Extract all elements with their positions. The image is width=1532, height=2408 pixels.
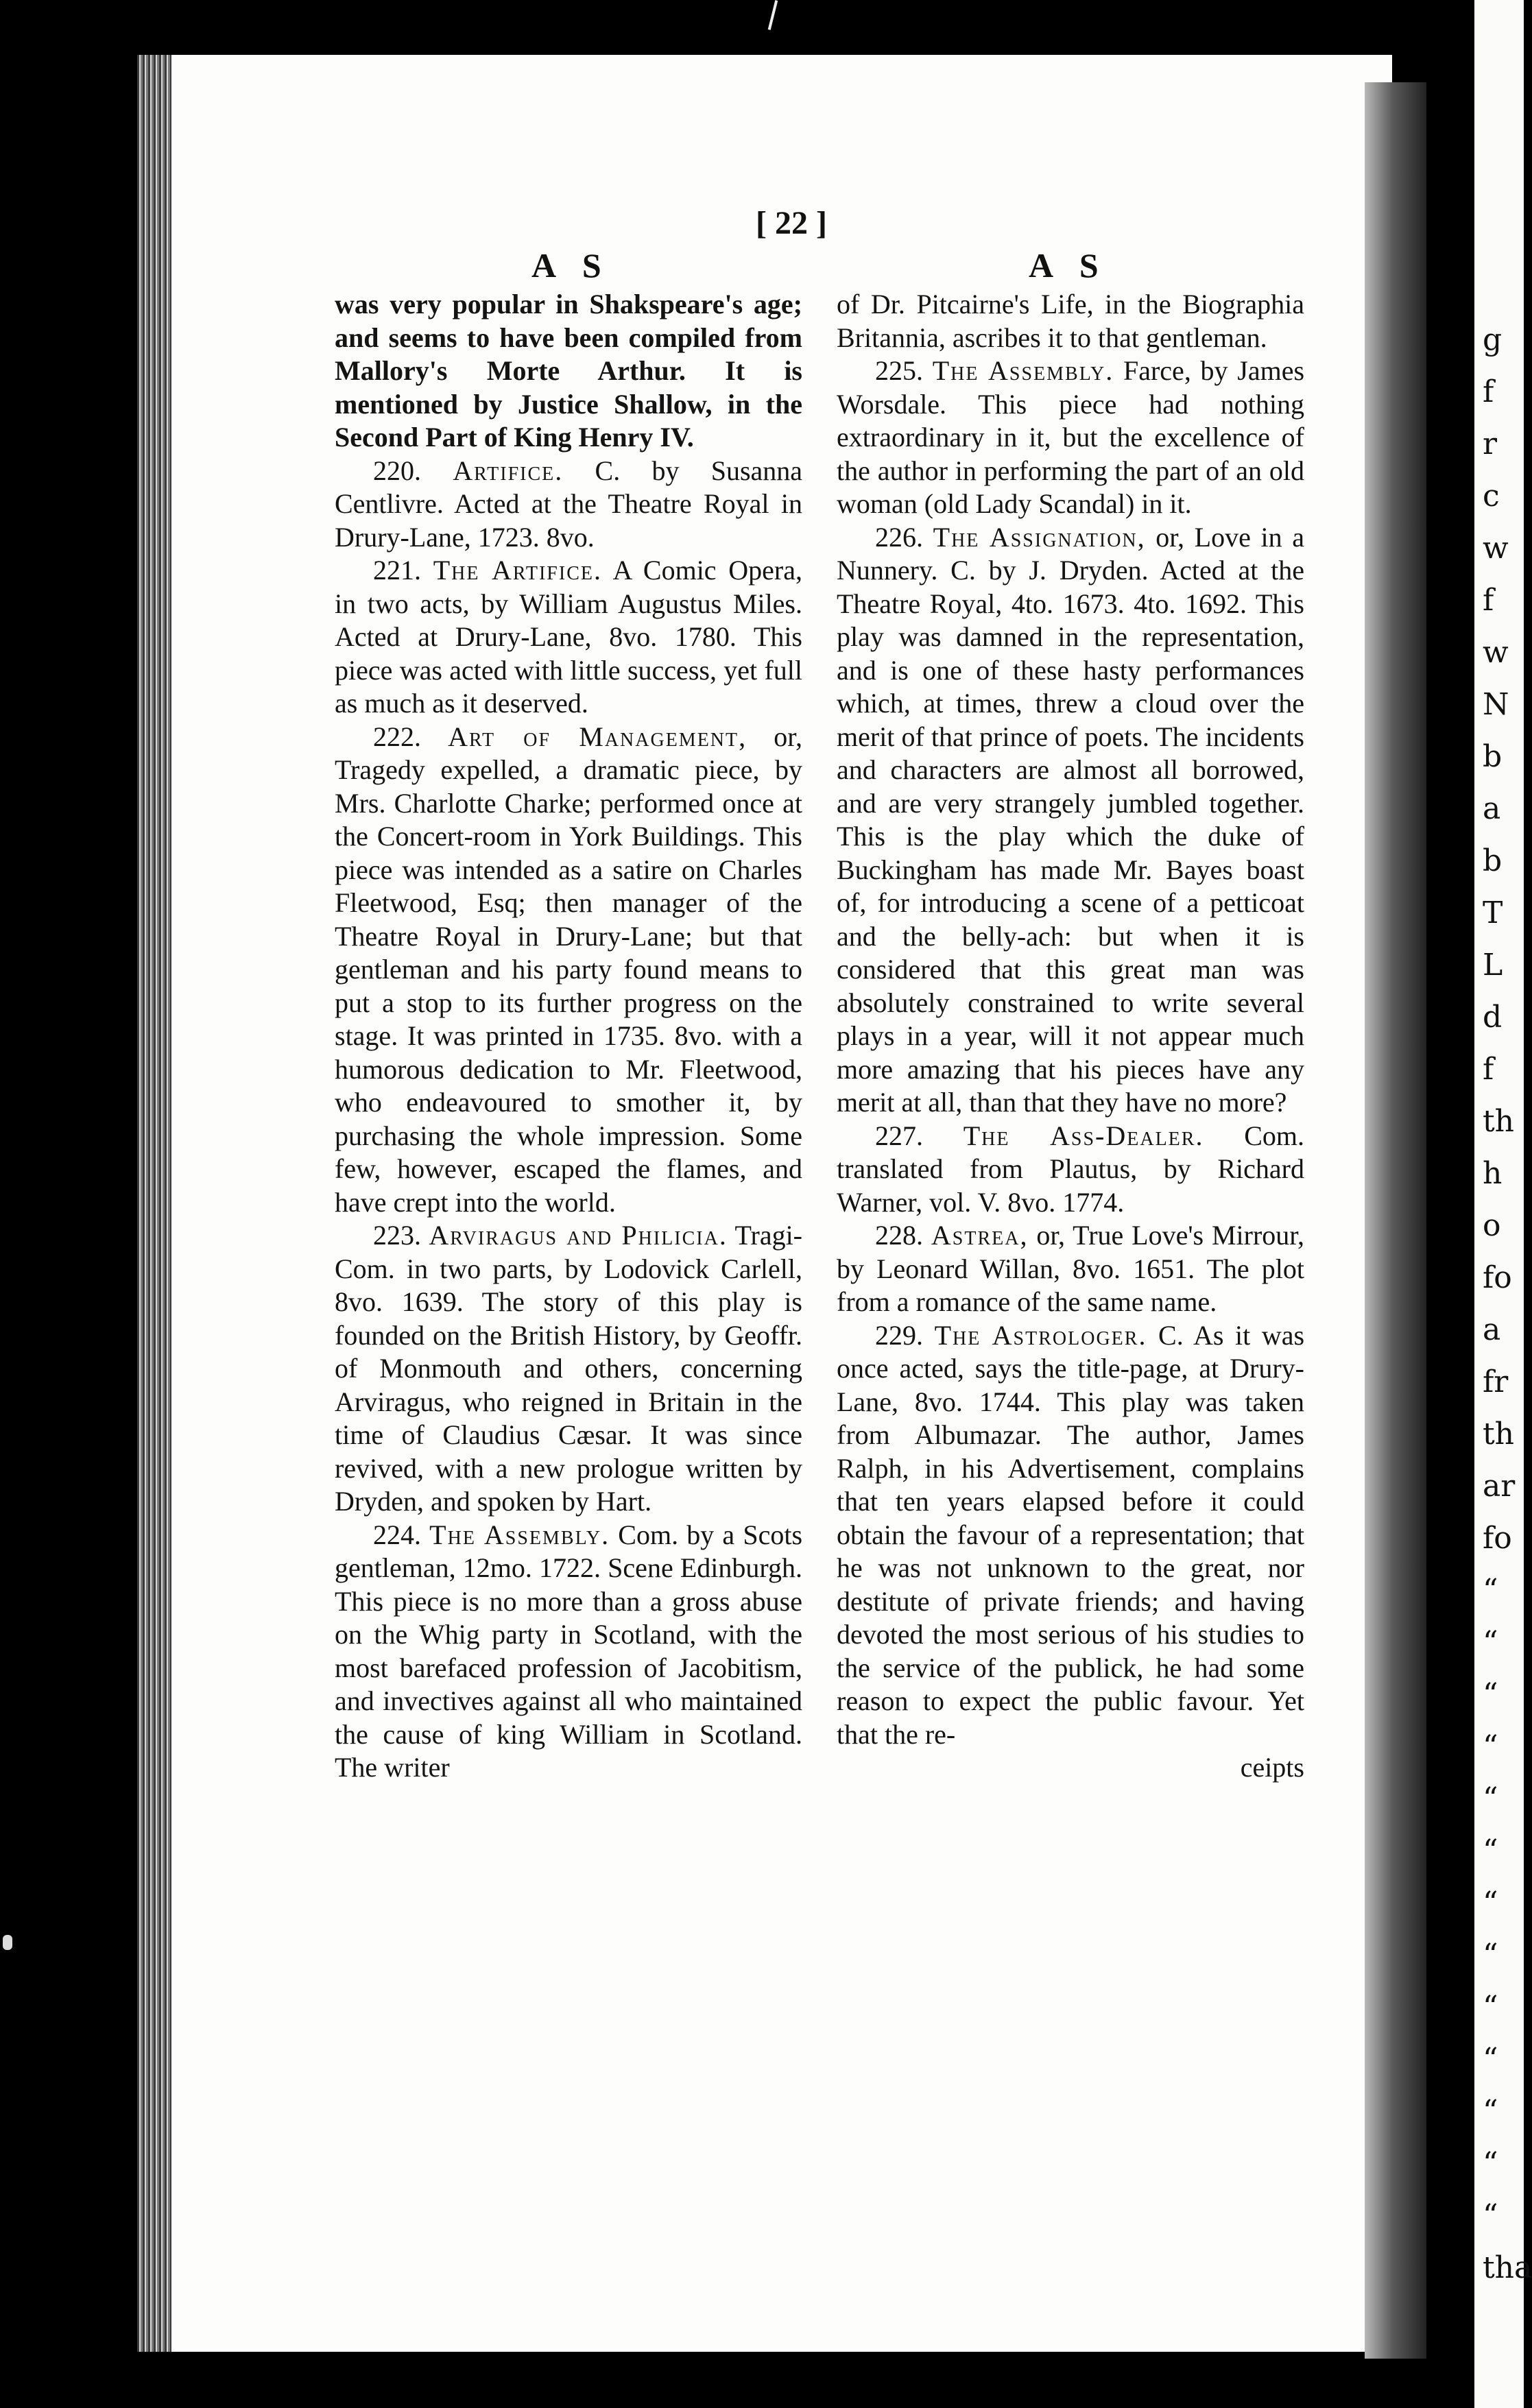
facing-page-fragment: f: [1483, 1052, 1494, 1087]
facing-page-fragment: tha: [1483, 2250, 1532, 2285]
facing-page-fragment: f: [1483, 374, 1494, 409]
facing-page-fragment: “: [1483, 2094, 1498, 2129]
facing-page-fragment: “: [1483, 1781, 1498, 1816]
scan-dot: [3, 1935, 12, 1950]
continued-text: was very popular in Shakspeare's age; and seems to have been compiled from Mallory's Morte Arthur. It is mentioned by Justice Shallow, in the Second Part of King Henry IV.: [335, 289, 802, 453]
entry-224: 224. The Assembly. Com. by a Scots gentleman, 12mo. 1722. Scene Edinburgh. This piece is no more than a gross abuse on the Whig party in Scotland, with the most barefaced profession of Jacobitism, and invectives against all who maintained the cause of king William in Scotland. The writer: [335, 1519, 803, 1783]
facing-page-fragment: “: [1483, 1573, 1498, 1608]
right-column: [837, 288, 1304, 1785]
facing-page-fragment: fo: [1483, 1521, 1512, 1556]
left-column: [335, 288, 802, 1785]
page-number: [ 22 ]: [756, 205, 827, 241]
facing-page-fragment: w: [1483, 635, 1509, 670]
facing-page-fragment: “: [1483, 1677, 1498, 1712]
facing-page-fragment: h: [1483, 1156, 1503, 1191]
entry-221: 221. The Artifice. A Comic Opera, in two acts, by William Augustus Miles. Acted at Drury-Lane, 8vo. 1780. This piece was acted with little success, yet full as much as it deserved.: [335, 555, 802, 719]
facing-page-fragment: T: [1483, 895, 1503, 930]
facing-page-fragment: d: [1483, 1000, 1503, 1035]
entry-227: 227. The Ass-Dealer. Com. translated from Plautus, by Richard Warner, vol. V. 8vo. 1774.: [837, 1120, 1304, 1218]
facing-page-edge: [1474, 0, 1524, 2408]
scan-mark: [768, 0, 778, 30]
entry-220: 220. Artifice. C. by Susanna Centlivre. Acted at the Theatre Royal in Drury-Lane, 1723. 8vo.: [335, 455, 803, 553]
facing-page-fragment: “: [1483, 1886, 1498, 1921]
entry-229: 229. The Astrologer. C. As it was once acted, says the title-page, at Drury-Lane, 8vo. 1744. This play was taken from Albumazar. The author, James Ralph, in his Advertisement, complains that ten years elapsed before it could obtain the favour of a representation; that he was not unknown to the great, nor destitute of private friends; and having devoted the most serious of his studies to the service of the publick, he had some reason to expect the public favour. Yet that the re-: [837, 1319, 1305, 1750]
running-head-left: A S: [531, 246, 611, 285]
facing-page-fragment: “: [1483, 1625, 1498, 1660]
facing-page-fragment: b: [1483, 843, 1503, 878]
entry-222: 222. Art of Management, or, Tragedy expelled, a dramatic piece, by Mrs. Charlotte Charke; performed once at the Concert-room in York Buildings. This piece was intended as a satire on Charles Fleetwood, Esq; then manager of the Theatre Royal in Drury-Lane; but that gentleman and his party found means to put a stop to its further progress on the stage. It was printed in 1735. 8vo. with a humorous dedication to Mr. Fleetwood, who endeavoured to smother it, by purchasing the whole impression. Some few, however, escaped the flames, and have crept into the world.: [335, 721, 802, 1218]
gutter-shadow: [1365, 82, 1426, 2359]
facing-page-fragment: th: [1483, 1417, 1515, 1452]
facing-page-fragment: “: [1483, 2198, 1498, 2233]
facing-page-fragment: a: [1483, 1312, 1501, 1347]
facing-page-fragment: fo: [1483, 1260, 1512, 1295]
running-head-right: A S: [1029, 246, 1108, 285]
facing-page-fragment: a: [1483, 791, 1501, 826]
entry-223: 223. Arviragus and Philicia. Tragi-Com. in two parts, by Lodovick Carlell, 8vo. 1639. The story of this play is founded on the British History, by Geoffr. of Monmouth and others, concerning Arviragus, who reigned in Britain in the time of Claudius Cæsar. It was since revived, with a new prologue written by Dryden, and spoken by Hart.: [335, 1220, 803, 1517]
facing-page-fragment: “: [1483, 1938, 1498, 1973]
facing-page-fragment: “: [1483, 2146, 1498, 2181]
facing-page-fragment: L: [1483, 948, 1503, 983]
facing-page-fragment: r: [1483, 426, 1498, 461]
facing-page-fragment: g: [1483, 322, 1503, 357]
facing-page-fragment: th: [1483, 1104, 1515, 1139]
facing-page-fragment: b: [1483, 739, 1503, 774]
facing-page-fragment: “: [1483, 1990, 1498, 2025]
facing-page-fragment: “: [1483, 1729, 1498, 1764]
facing-page-fragment: N: [1483, 687, 1509, 722]
facing-page-fragment: “: [1483, 1833, 1498, 1868]
entry-225: 225. The Assembly. Farce, by James Worsdale. This piece had nothing extraordinary in it, but the excellence of the author in performing the part of an old woman (old Lady Scandal) in it.: [837, 355, 1305, 519]
facing-page-fragment: “: [1483, 2042, 1498, 2077]
facing-page-fragment: w: [1483, 531, 1509, 566]
facing-page-fragment: fr: [1483, 1364, 1509, 1399]
facing-page-fragment: c: [1483, 479, 1500, 514]
entry-228: 228. Astrea, or, True Love's Mirrour, by Leonard Willan, 8vo. 1651. The plot from a romance of the same name.: [837, 1220, 1305, 1317]
catchword: ceipts: [1240, 1752, 1304, 1783]
facing-page-fragment: ar: [1483, 1469, 1516, 1504]
facing-page-fragment: o: [1483, 1208, 1501, 1243]
facing-page-fragment: f: [1483, 583, 1494, 618]
continued-text: of Dr. Pitcairne's Life, in the Biographia Britannia, ascribes it to that gentleman.: [837, 289, 1304, 353]
entry-226: 226. The Assignation, or, Love in a Nunnery. C. by J. Dryden. Acted at the Theatre Royal, 4to. 1673. 4to. 1692. This play was damned in the representation, and is one of these hasty performances which, at times, threw a cloud over the merit of that prince of poets. The incidents and characters are almost all borrowed, and are very strangely jumbled together. This is the play which the duke of Buckingham has made Mr. Bayes boast of, for introducing a scene of a petticoat and the belly-ach: but when it is considered that this great man was absolutely constrained to write several plays in a year, will it not appear much more amazing that his pieces have any merit at all, than that they have no more?: [837, 521, 1305, 1118]
